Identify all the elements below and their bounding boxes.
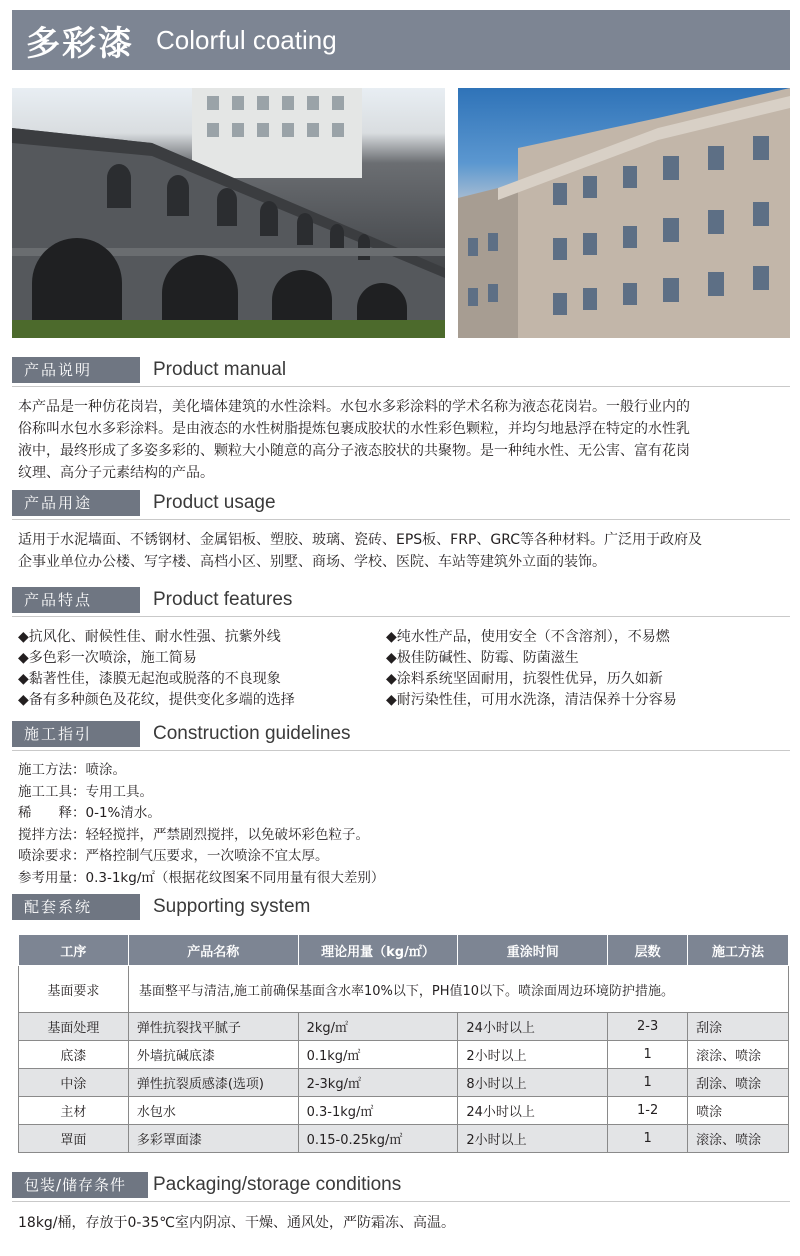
table-cell: 基面整平与清洁,施工前确保基面含水率10%以下，PH值10以下。喷涂面周边环境防护措施。 xyxy=(128,966,788,1013)
table-cell: 多彩罩面漆 xyxy=(128,1125,298,1153)
table-cell: 弹性抗裂找平腻子 xyxy=(128,1013,298,1041)
table-cell: 24小时以上 xyxy=(458,1097,608,1125)
table-cell: 0.15-0.25kg/㎡ xyxy=(298,1125,458,1153)
section-tag: 配套系统 xyxy=(12,894,140,920)
table-cell: 中涂 xyxy=(19,1069,129,1097)
feature-item: ◆抗风化、耐候性佳、耐水性强、抗紫外线 xyxy=(18,629,281,645)
table-header-cell: 工序 xyxy=(19,935,129,966)
section-title: Product manual xyxy=(153,359,287,380)
building-photo-2 xyxy=(458,88,790,338)
section-tag: 产品特点 xyxy=(12,587,140,613)
table-cell: 外墙抗碱底漆 xyxy=(128,1041,298,1069)
table-cell: 罩面 xyxy=(19,1125,129,1153)
packaging-text: 18kg/桶，存放于0-35℃室内阴凉、干燥、通风处，严防霜冻、高温。 xyxy=(18,1215,456,1231)
supporting-system-table xyxy=(18,934,789,1153)
section-header-features xyxy=(12,587,790,613)
section-header-supporting xyxy=(12,894,790,920)
guide-line: 施工方法：喷涂。 xyxy=(18,762,126,778)
table-cell: 2小时以上 xyxy=(458,1041,608,1069)
text-line: 俗称叫水包水多彩涂料。是由液态的水性树脂提炼包裹成胶状的水性彩色颗粒，并均匀地悬浮在特定的水性乳 xyxy=(18,421,690,437)
feature-item: ◆极佳防碱性、防霉、防菌滋生 xyxy=(386,650,579,666)
building-photo-1 xyxy=(12,88,445,338)
section-header-construction xyxy=(12,721,790,747)
title-cn: 多彩漆 xyxy=(26,23,134,64)
table-cell: 喷涂 xyxy=(688,1097,789,1125)
table-cell: 水包水 xyxy=(128,1097,298,1125)
text-line: 适用于水泥墙面、不锈钢材、金属铝板、塑胶、玻璃、瓷砖、EPS板、FRP、GRC等各种材料。广泛用于政府及 xyxy=(18,532,703,548)
table-cell: 2小时以上 xyxy=(458,1125,608,1153)
table-row xyxy=(19,1041,789,1069)
guide-line: 搅拌方法：轻轻搅拌，严禁剧烈搅拌，以免破坏彩色粒子。 xyxy=(18,826,369,843)
table-cell: 2-3 xyxy=(608,1013,688,1041)
section-title: Product features xyxy=(153,589,293,610)
section-title: Product usage xyxy=(153,492,276,513)
table-cell: 2kg/㎡ xyxy=(298,1013,458,1041)
title-en: Colorful coating xyxy=(156,24,337,55)
section-header-packaging xyxy=(12,1172,790,1198)
text-line: 企事业单位办公楼、写字楼、高档小区、别墅、商场、学校、医院、车站等建筑外立面的装饰。 xyxy=(18,554,606,570)
guide-line: 稀 释：0-1%清水。 xyxy=(18,805,161,821)
table-cell: 滚涂、喷涂 xyxy=(688,1041,789,1069)
table-header-cell: 理论用量（kg/㎡） xyxy=(298,935,458,966)
feature-item: ◆耐污染性佳，可用水洗涤，清洁保养十分容易 xyxy=(386,692,677,708)
table-row xyxy=(19,1069,789,1097)
table-header-row xyxy=(19,935,789,966)
table-header-cell: 施工方法 xyxy=(688,935,789,966)
section-tag: 施工指引 xyxy=(12,721,140,747)
table-header-cell: 产品名称 xyxy=(128,935,298,966)
table-cell: 底漆 xyxy=(19,1041,129,1069)
table-cell: 8小时以上 xyxy=(458,1069,608,1097)
table-cell: 1 xyxy=(608,1069,688,1097)
table-cell: 1 xyxy=(608,1041,688,1069)
section-header-usage xyxy=(12,490,790,516)
section-title: Packaging/storage conditions xyxy=(153,1174,402,1195)
feature-item: ◆纯水性产品，使用安全（不含溶剂），不易燃 xyxy=(386,629,670,645)
text-line: 液中，最终形成了多姿多彩的、颗粒大小随意的高分子液态胶状的共聚物。是一种纯水性、无公害、富有花岗 xyxy=(18,443,690,459)
section-title: Construction guidelines xyxy=(153,723,351,744)
section-tag: 包装/储存条件 xyxy=(12,1172,148,1198)
table-cell: 0.1kg/㎡ xyxy=(298,1041,458,1069)
title-banner xyxy=(12,10,790,70)
text-line: 本产品是一种仿花岗岩，美化墙体建筑的水性涂料。水包水多彩涂料的学术名称为液态花岗岩。一般行业内的 xyxy=(18,399,690,415)
table-header-cell: 重涂时间 xyxy=(458,935,608,966)
table-cell: 弹性抗裂质感漆(选项) xyxy=(128,1069,298,1097)
feature-item: ◆黏著性佳，漆膜无起泡或脱落的不良现象 xyxy=(18,671,281,687)
table-cell: 24小时以上 xyxy=(458,1013,608,1041)
table-cell: 刮涂 xyxy=(688,1013,789,1041)
table-row xyxy=(19,1013,789,1041)
guide-line: 施工工具：专用工具。 xyxy=(18,783,153,800)
table-cell: 基面处理 xyxy=(19,1013,129,1041)
table-cell: 2-3kg/㎡ xyxy=(298,1069,458,1097)
table-cell: 刮涂、喷涂 xyxy=(688,1069,789,1097)
manual-text xyxy=(18,396,790,484)
table-cell: 滚涂、喷涂 xyxy=(688,1125,789,1153)
section-title: Supporting system xyxy=(153,896,311,917)
table-cell: 主材 xyxy=(19,1097,129,1125)
section-tag: 产品用途 xyxy=(12,490,140,516)
table-cell: 0.3-1kg/㎡ xyxy=(298,1097,458,1125)
feature-item: ◆涂料系统坚固耐用，抗裂性优异，历久如新 xyxy=(386,671,663,687)
section-header-manual xyxy=(12,357,790,383)
table-cell: 1 xyxy=(608,1125,688,1153)
feature-item: ◆备有多种颜色及花纹，提供变化多端的选择 xyxy=(18,692,295,708)
table-cell: 1-2 xyxy=(608,1097,688,1125)
table-row xyxy=(19,1125,789,1153)
usage-text xyxy=(18,529,790,573)
table-row xyxy=(19,1097,789,1125)
table-row xyxy=(19,966,789,1013)
table-cell: 基面要求 xyxy=(19,966,129,1013)
text-line: 纹理、高分子元素结构的产品。 xyxy=(18,465,214,481)
guide-line: 参考用量：0.3-1kg/㎡（根据花纹图案不同用量有很大差别） xyxy=(18,869,385,886)
construction-list xyxy=(18,760,790,889)
section-tag: 产品说明 xyxy=(12,357,140,383)
features-list xyxy=(18,627,790,711)
table-header-cell: 层数 xyxy=(608,935,688,966)
feature-item: ◆多色彩一次喷涂，施工简易 xyxy=(18,650,197,666)
guide-line: 喷涂要求：严格控制气压要求，一次喷涂不宜太厚。 xyxy=(18,848,329,864)
